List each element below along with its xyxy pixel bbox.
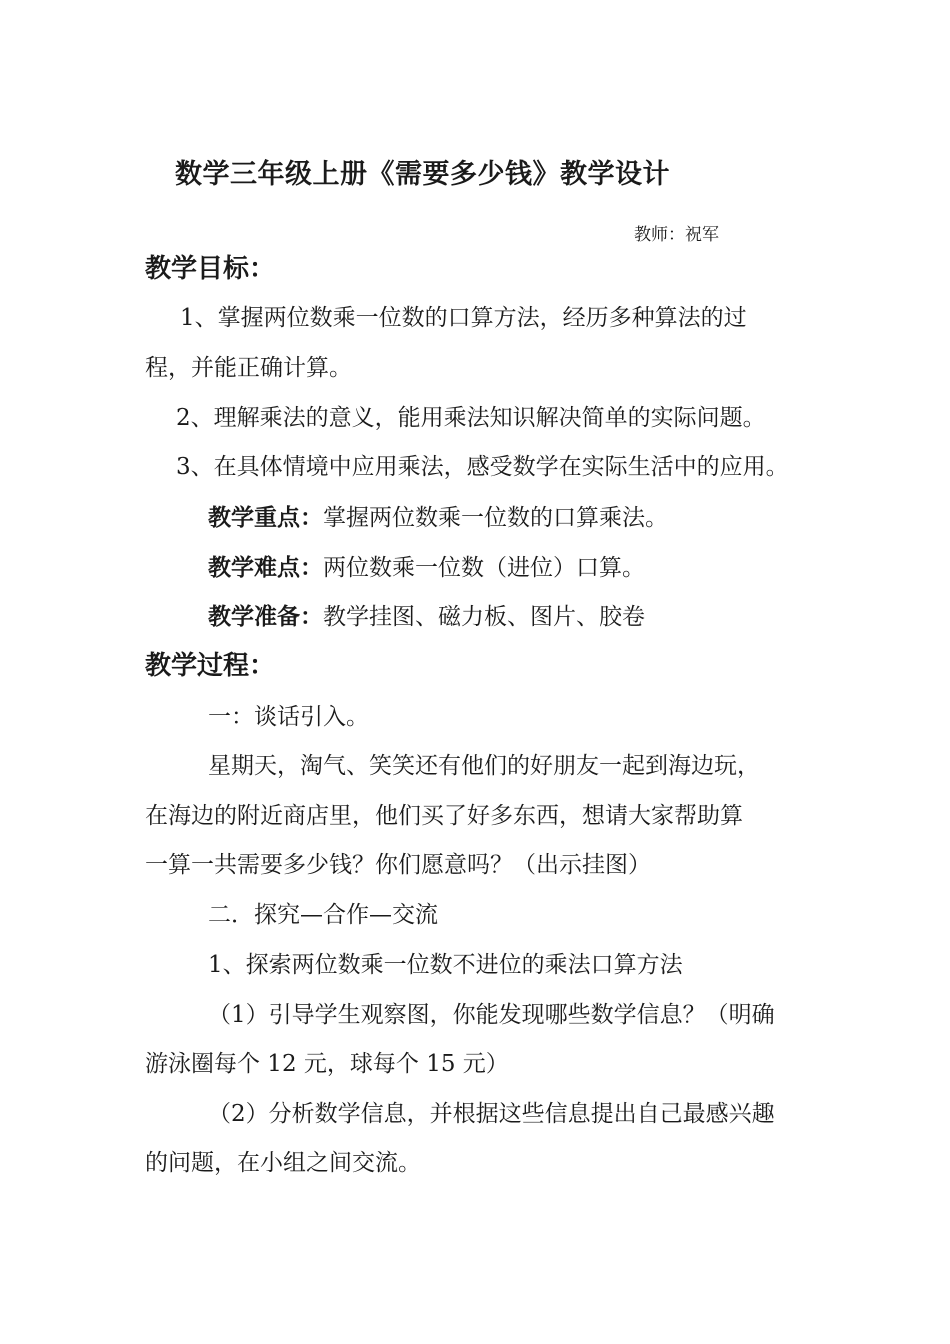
document-title: 数学三年级上册《需要多少钱》教学设计 bbox=[175, 159, 670, 190]
objective-1-line-1: 1、掌握两位数乘一位数的口算方法，经历多种算法的过 bbox=[180, 305, 747, 331]
key-point bbox=[208, 503, 668, 533]
process-heading: 教学过程： bbox=[145, 651, 276, 681]
objective-2: 2、理解乘法的意义，能用乘法知识解决简单的实际问题。 bbox=[176, 405, 766, 431]
key-point-label: 教学重点： bbox=[208, 504, 323, 531]
difficulty-text: 两位数乘一位数（进位）口算。 bbox=[323, 555, 645, 581]
sub-1: 1、探索两位数乘一位数不进位的乘法口算方法 bbox=[208, 952, 683, 978]
step-2: 二．探究—合作—交流 bbox=[208, 902, 438, 928]
para-1-line-2: 在海边的附近商店里，他们买了好多东西，想请大家帮助算 bbox=[145, 803, 743, 829]
sub-1-2-line-2: 的问题，在小组之间交流。 bbox=[145, 1150, 421, 1176]
key-point-text: 掌握两位数乘一位数的口算乘法。 bbox=[323, 505, 668, 531]
preparation-text: 教学挂图、磁力板、图片、胶卷 bbox=[323, 604, 645, 630]
sub-1-2-line-1: （2）分析数学信息，并根据这些信息提出自己最感兴趣 bbox=[208, 1101, 775, 1127]
sub-1-1-line-1: （1）引导学生观察图，你能发现哪些数学信息？（明确 bbox=[208, 1002, 775, 1028]
para-1-line-3: 一算一共需要多少钱？你们愿意吗？（出示挂图） bbox=[145, 852, 651, 878]
objectives-heading: 教学目标： bbox=[145, 254, 276, 284]
teacher-name: 教师：祝军 bbox=[634, 225, 719, 245]
difficulty-label: 教学难点： bbox=[208, 554, 323, 581]
preparation-label: 教学准备： bbox=[208, 603, 323, 630]
objective-3: 3、在具体情境中应用乘法，感受数学在实际生活中的应用。 bbox=[176, 454, 789, 480]
para-1-line-1: 星期天，淘气、笑笑还有他们的好朋友一起到海边玩， bbox=[208, 753, 760, 779]
difficulty bbox=[208, 553, 645, 583]
preparation bbox=[208, 602, 645, 632]
sub-1-1-line-2: 游泳圈每个 12 元，球每个 15 元） bbox=[145, 1051, 509, 1077]
step-1: 一：谈话引入。 bbox=[208, 704, 369, 730]
objective-1-line-2: 程，并能正确计算。 bbox=[145, 355, 352, 381]
